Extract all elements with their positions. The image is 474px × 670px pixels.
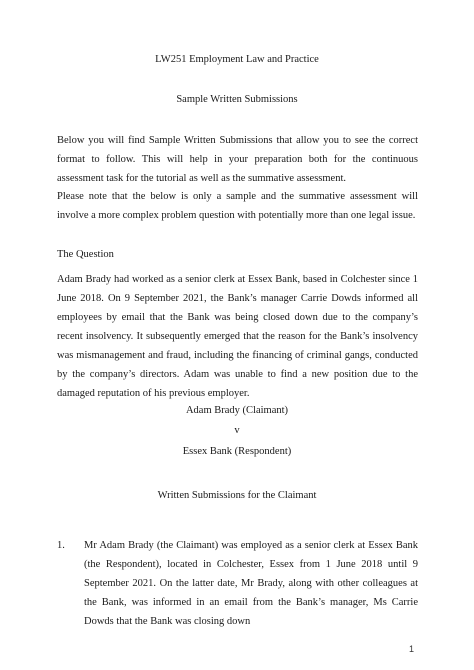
question-text: Adam Brady had worked as a senior clerk at Essex Bank, based in Colchester since 1 June 2018. On 9 September 2021, the Bank’s manager Carrie Dowds informed all employees by email that the Bank was being closed down due to the company’s recent insolvency. It subsequently emerged that the reason for the Bank’s insolvency was mismanagement and fraud, including the financing of criminal gangs, conducted by the company’s directors. Adam was unable to find a new position due to the damaged reputation of his previous employer.	[57, 274, 418, 399]
intro-paragraph: Below you will find Sample Written Submissions that allow you to see the correct format to follow. This will help in your preparation both for the continuous assessment task for the tutorial as well as the summative assessment.	[57, 135, 418, 184]
intro-paragraph: Please note that the below is only a sample and the summative assessment will involve a more complex problem question with potentially more than one legal issue.	[57, 191, 418, 221]
item-text: Mr Adam Brady (the Claimant) was employed as a senior clerk at Essex Bank (the Respondent), located in Colchester, Essex from 1 June 2018 until 9 September 2021. On the latter date, Mr Brady, along with other colleagues at the Bank, was informed in an email from the Bank’s manager, Ms Carrie Dowds that the Bank was closing down	[84, 540, 418, 627]
question-heading: The Question	[57, 249, 114, 260]
submissions-heading: Written Submissions for the Claimant	[157, 490, 317, 501]
document-subtitle: Sample Written Submissions	[176, 94, 298, 105]
numbered-item	[57, 536, 418, 631]
respondent-caption: Essex Bank (Respondent)	[182, 446, 292, 457]
claimant-caption: Adam Brady (Claimant)	[185, 405, 289, 416]
page-number: 1	[408, 644, 414, 654]
item-number: 1.	[57, 540, 65, 551]
document-title: LW251 Employment Law and Practice	[155, 54, 319, 65]
versus-caption: v	[234, 425, 240, 436]
